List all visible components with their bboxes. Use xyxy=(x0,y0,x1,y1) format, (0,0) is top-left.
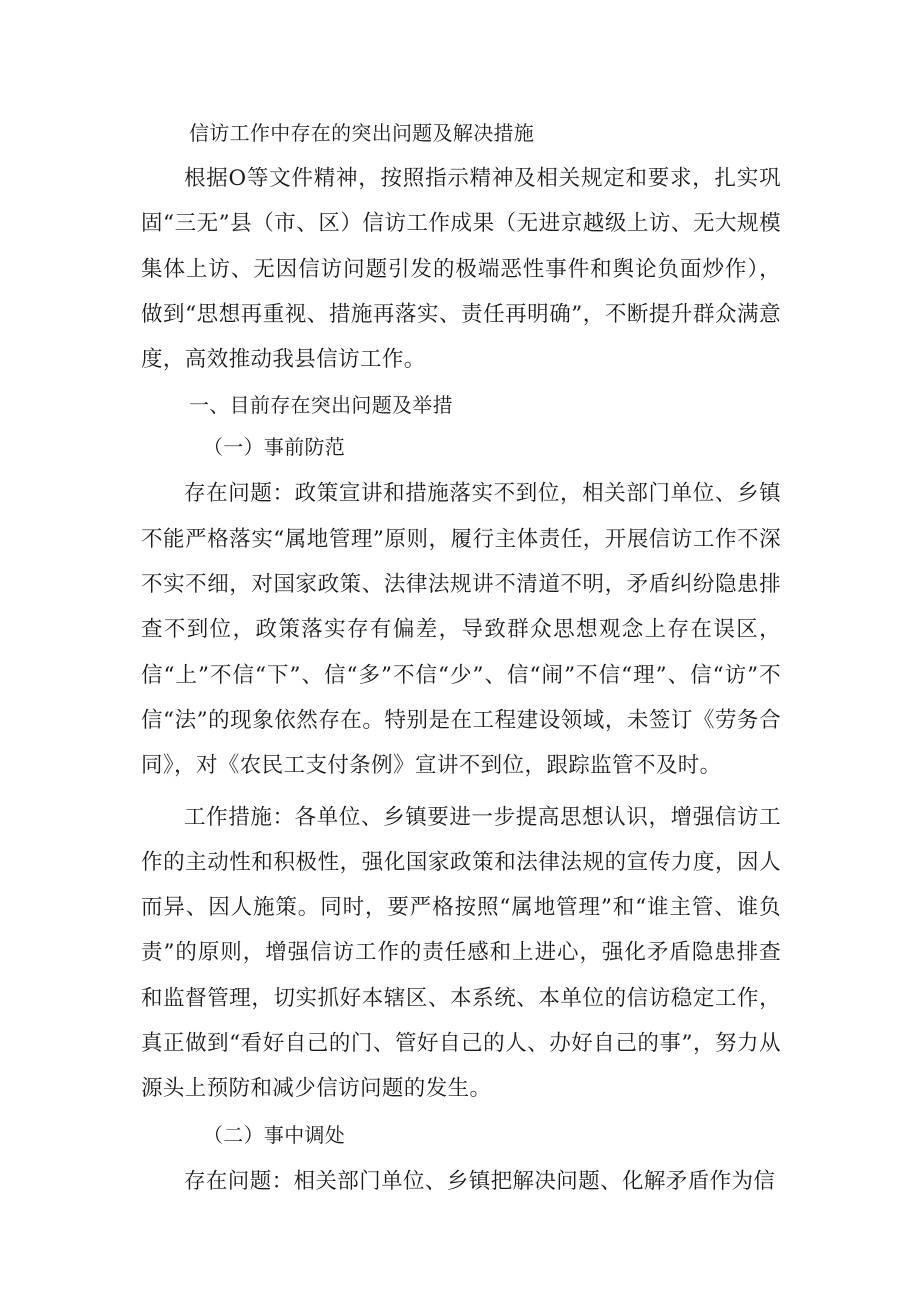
problem-paragraph-2: 存在问题：相关部门单位、乡镇把解决问题、化解矛盾作为信 xyxy=(184,1168,776,1194)
problem-paragraph-1: 存在问题：政策宣讲和措施落实不到位，相关部门单位、乡镇不能严格落实“属地管理”原则，履行主体责任，开展信访工作不深不实不细，对国家政策、法律法规讲不清道不明，矛盾纠纷隐患排查不到位，政策落实存有偏差，导致群众思想观念上存在误区，信“上”不信“下”、信“多”不信“少”、信“闹”不信“理”、信“访”不信“法”的现象依然存在。特别是在工程建设领域，未签订《劳务合同》，对《农民工支付条例》宣讲不到位，跟踪监管不及时。 xyxy=(141,481,781,779)
section-heading-1: 一、目前存在突出问题及举措 xyxy=(189,393,453,418)
measures-paragraph-1: 工作措施：各单位、乡镇要进一步提高思想认识，增强信访工作的主动性和积极性，强化国家政策和法律法规的宣传力度，因人而异、因人施策。同时，要严格按照“属地管理”和“谁主管、谁负责”的原则，增强信访工作的责任感和上进心，强化矛盾隐患排查和监督管理，切实抓好本辖区、本系统、本单位的信访稳定工作，真正做到“看好自己的门、管好自己的人、办好自己的事”，努力从源头上预防和减少信访问题的发生。 xyxy=(141,804,781,1102)
document-body xyxy=(141,112,781,1204)
document-title: 信访工作中存在的突出问题及解决措施 xyxy=(189,121,535,145)
intro-paragraph: 根据O等文件精神，按照指示精神及相关规定和要求，扎实巩固“三无”县（市、区）信访工作成果（无进京越级上访、无大规模集体上访、无因信访问题引发的极端恶性事件和舆论负面炒作），做到“思想再重视、措施再落实、责任再明确”，不断提升群众满意度，高效推动我县信访工作。 xyxy=(141,166,781,373)
subsection-heading-1: （一）事前防范 xyxy=(203,435,346,460)
subsection-heading-2: （二）事中调处 xyxy=(203,1122,346,1147)
